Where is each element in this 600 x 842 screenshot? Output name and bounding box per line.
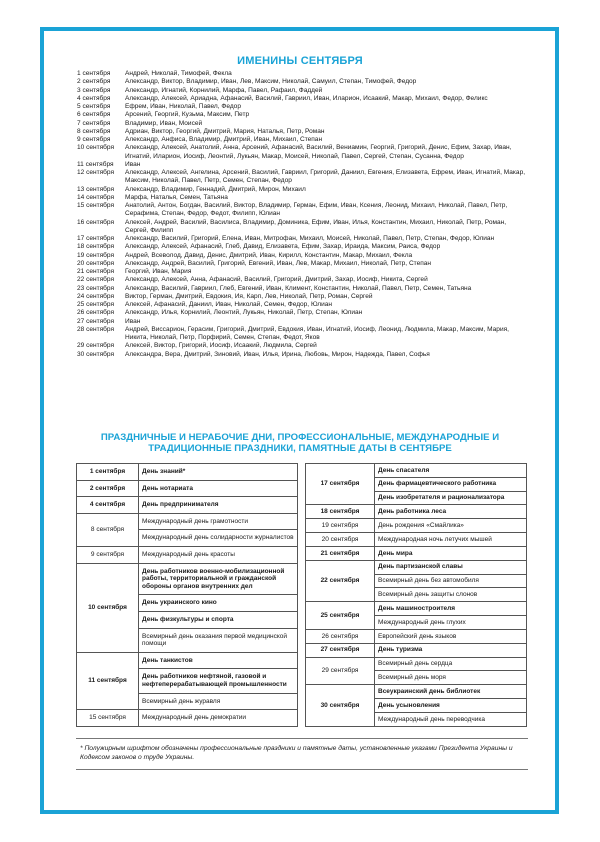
name-day-date: 13 сентября bbox=[77, 185, 115, 193]
name-days-list bbox=[77, 70, 527, 359]
holiday-date: 21 сентября bbox=[306, 546, 375, 560]
name-day-names: Александр, Владимир, Геннадий, Дмитрий, Мирон, Михаил bbox=[125, 185, 306, 193]
holiday-event: Международная ночь летучих мышей bbox=[375, 533, 527, 547]
holiday-event: День изобретателя и рационализатора bbox=[375, 491, 527, 505]
holiday-row bbox=[306, 533, 527, 547]
holiday-row bbox=[77, 563, 298, 595]
name-day-row bbox=[77, 276, 527, 284]
name-day-row bbox=[77, 235, 527, 243]
holiday-event: День мира bbox=[375, 546, 527, 560]
name-day-row bbox=[77, 87, 527, 95]
name-day-row bbox=[77, 243, 527, 251]
name-day-row bbox=[77, 95, 527, 103]
holiday-row bbox=[306, 657, 527, 671]
name-day-names: Александр, Алексей, Анатолий, Анна, Арсений, Афанасий, Василий, Вениамин, Георгий, Григорий, Денис, Ефим, Захар, Иван, Игнатий, Иларион, Иосиф, Леонтий, Лукьян, Макар, Моисей, Николай, Павел, Сергей, Степан, Сусанна, Федор bbox=[125, 144, 512, 160]
name-day-row bbox=[77, 268, 527, 276]
holiday-event: Всемирный день журавля bbox=[139, 693, 298, 710]
name-day-row bbox=[77, 301, 527, 309]
name-day-date: 12 сентября bbox=[77, 169, 115, 176]
name-day-date: 27 сентября bbox=[77, 317, 115, 325]
holiday-event: День туризма bbox=[375, 643, 527, 657]
name-day-names: Арсений, Георгий, Кузьма, Максим, Петр bbox=[125, 111, 250, 119]
name-day-date: 8 сентября bbox=[77, 127, 111, 135]
holiday-row bbox=[77, 652, 298, 669]
name-day-date: 11 сентября bbox=[77, 160, 114, 168]
holiday-row bbox=[77, 497, 298, 514]
name-day-row bbox=[77, 136, 527, 144]
name-day-row bbox=[77, 128, 527, 136]
holiday-row bbox=[306, 519, 527, 533]
holiday-date: 26 сентября bbox=[306, 629, 375, 643]
name-day-date: 16 сентября bbox=[77, 218, 115, 226]
name-day-names: Виктор, Герман, Дмитрий, Евдокия, Ия, Карп, Лев, Николай, Петр, Роман, Сергей bbox=[125, 292, 373, 300]
name-day-names: Александра, Вера, Дмитрий, Зиновий, Иван, Илья, Ирина, Любовь, Мирон, Надежда, Павел, Софья bbox=[125, 350, 430, 358]
holiday-event: День нотариата bbox=[139, 480, 298, 497]
name-day-date: 20 сентября bbox=[77, 259, 115, 267]
holiday-event: День работников военно-мобилизационной работы, территориальной и гражданской обороны органов внутренних дел bbox=[139, 563, 298, 595]
name-day-names: Алексей, Афанасий, Даниил, Иван, Николай, Семен, Федор, Юлиан bbox=[125, 301, 333, 308]
holiday-row bbox=[306, 464, 527, 478]
name-day-date: 26 сентября bbox=[77, 309, 115, 317]
name-day-names: Анатолий, Антон, Богдан, Василий, Виктор, Владимир, Герман, Ефим, Иван, Ксения, Леонид, Михаил, Николай, Павел, Петр, Серафима, Степан, Федор, Федот, Филипп, Юлиан bbox=[125, 202, 508, 218]
footnote: * Полужирным шрифтом обозначены профессиональные праздники и памятные даты, установленные указами Президента Украины и Кодексом законов о труде Украины. bbox=[80, 745, 513, 761]
holiday-row bbox=[77, 547, 298, 564]
name-day-row bbox=[77, 78, 527, 86]
holiday-event: Всемирный день защиты слонов bbox=[375, 588, 527, 602]
holiday-date: 25 сентября bbox=[306, 602, 375, 630]
name-day-date: 6 сентября bbox=[77, 111, 111, 119]
name-day-names: Владимир, Иван, Моисей bbox=[125, 119, 203, 127]
name-day-row bbox=[77, 342, 527, 350]
name-day-names: Александр, Анфиса, Владимир, Дмитрий, Иван, Михаил, Степан bbox=[125, 136, 323, 143]
holiday-date: 20 сентября bbox=[306, 533, 375, 547]
name-day-date: 3 сентября bbox=[77, 86, 111, 94]
holiday-event: День работников нефтяной, газовой и нефтеперерабатывающей промышленности bbox=[139, 669, 298, 693]
footnote-divider-bottom bbox=[76, 769, 528, 770]
name-day-row bbox=[77, 309, 527, 317]
name-day-row bbox=[77, 326, 527, 343]
holiday-event: Всемирный день оказания первой медицинской помощи bbox=[139, 628, 298, 652]
name-day-date: 24 сентября bbox=[77, 292, 115, 300]
holiday-date: 27 сентября bbox=[306, 643, 375, 657]
holidays-table-right bbox=[305, 463, 527, 727]
name-day-date: 7 сентября bbox=[77, 119, 111, 127]
name-day-date: 25 сентября bbox=[77, 301, 115, 308]
holiday-event: День предпринимателя bbox=[139, 497, 298, 514]
footnote-divider-top bbox=[76, 738, 528, 739]
holiday-event: День усыновления bbox=[375, 699, 527, 713]
holiday-date: 30 сентября bbox=[306, 685, 375, 726]
name-day-date: 1 сентября bbox=[77, 70, 111, 77]
name-day-row bbox=[77, 120, 527, 128]
name-day-names: Александр, Алексей, Анна, Афанасий, Василий, Григорий, Дмитрий, Захар, Иосиф, Никита, Сергей bbox=[125, 276, 428, 284]
holiday-date: 4 сентября bbox=[77, 497, 139, 514]
name-day-date: 2 сентября bbox=[77, 78, 111, 86]
holiday-event: Международный день демократии bbox=[139, 710, 298, 727]
holiday-event: День фармацевтического работника bbox=[375, 477, 527, 491]
name-day-names: Алексей, Виктор, Григорий, Иосиф, Исаакий, Людмила, Сергей bbox=[125, 342, 317, 350]
holiday-event: Всемирный день сердца bbox=[375, 657, 527, 671]
holiday-date: 9 сентября bbox=[77, 547, 139, 564]
holidays-title: ПРАЗДНИЧНЫЕ И НЕРАБОЧИЕ ДНИ, ПРОФЕССИОНАЛЬНЫЕ, МЕЖДУНАРОДНЫЕ И ТРАДИЦИОННЫЕ ПРАЗДНИКИ, ПАМЯТНЫЕ ДАТЫ В СЕНТЯБРЕ bbox=[100, 432, 500, 454]
holiday-event: День рождения «Смайлика» bbox=[375, 519, 527, 533]
holiday-event: Всемирный день без автомобиля bbox=[375, 574, 527, 588]
holiday-row bbox=[77, 710, 298, 727]
name-day-names: Адриан, Виктор, Георгий, Дмитрий, Мария, Наталья, Петр, Роман bbox=[125, 127, 325, 135]
name-day-date: 23 сентября bbox=[77, 284, 115, 292]
name-day-date: 19 сентября bbox=[77, 251, 115, 259]
name-day-date: 18 сентября bbox=[77, 243, 115, 251]
name-day-date: 14 сентября bbox=[77, 193, 115, 201]
name-day-row bbox=[77, 186, 527, 194]
name-day-names: Ефрем, Иван, Николай, Павел, Федор bbox=[125, 103, 241, 110]
name-day-date: 30 сентября bbox=[77, 350, 115, 358]
name-day-row bbox=[77, 103, 527, 111]
name-day-date: 10 сентября bbox=[77, 144, 115, 152]
name-day-date: 5 сентября bbox=[77, 103, 111, 110]
name-day-row bbox=[77, 202, 527, 219]
holiday-event: День физкультуры и спорта bbox=[139, 612, 298, 629]
holiday-date: 22 сентября bbox=[306, 560, 375, 601]
name-day-row bbox=[77, 318, 527, 326]
holiday-row bbox=[77, 480, 298, 497]
name-day-names: Андрей, Всеволод, Давид, Денис, Дмитрий, Иван, Кирилл, Константин, Макар, Михаил, Фекла bbox=[125, 251, 413, 259]
name-day-row bbox=[77, 219, 527, 236]
name-day-names: Александр, Василий, Григорий, Елена, Иван, Митрофан, Михаил, Моисей, Николай, Павел, Петр, Степан, Федор, Юлиан bbox=[125, 235, 495, 242]
holiday-date: 17 сентября bbox=[306, 464, 375, 505]
holiday-row bbox=[306, 546, 527, 560]
holiday-event: Всеукраинский день библиотек bbox=[375, 685, 527, 699]
holiday-row bbox=[306, 629, 527, 643]
holiday-event: День знаний* bbox=[139, 464, 298, 481]
name-day-row bbox=[77, 169, 527, 186]
name-day-date: 29 сентября bbox=[77, 342, 115, 350]
holiday-event: День украинского кино bbox=[139, 595, 298, 612]
name-day-names: Георгий, Иван, Мария bbox=[125, 268, 192, 275]
holiday-event: День спасателя bbox=[375, 464, 527, 478]
holiday-row bbox=[306, 505, 527, 519]
name-day-date: 22 сентября bbox=[77, 276, 115, 284]
name-day-names: Иван bbox=[125, 160, 141, 168]
name-day-names: Андрей, Николай, Тимофей, Фекла bbox=[125, 70, 232, 77]
name-day-names: Андрей, Виссарион, Герасим, Григорий, Дмитрий, Евдокия, Иван, Игнатий, Иосиф, Леонид, Людмила, Макар, Максим, Мария, Никита, Николай, Петр, Порфирий, Семен, Степан, Федот, Яков bbox=[125, 325, 509, 341]
name-day-date: 28 сентября bbox=[77, 325, 115, 333]
name-day-date: 15 сентября bbox=[77, 202, 115, 209]
name-day-names: Алексей, Андрей, Василий, Василиса, Владимир, Доминика, Ефим, Иван, Илья, Константин, Михаил, Николай, Петр, Роман, Сергей, Филипп bbox=[125, 218, 507, 234]
holiday-row bbox=[306, 560, 527, 574]
name-day-names: Александр, Игнатий, Корнилий, Марфа, Павел, Рафаил, Фаддей bbox=[125, 86, 323, 94]
holiday-event: Международный день красоты bbox=[139, 547, 298, 564]
name-day-row bbox=[77, 144, 527, 161]
name-day-names: Александр, Василий, Гавриил, Глеб, Евгений, Иван, Климент, Константин, Николай, Павел, Петр, Семен, Татьяна bbox=[125, 284, 472, 292]
holiday-date: 15 сентября bbox=[77, 710, 139, 727]
name-day-row bbox=[77, 111, 527, 119]
holiday-event: День работника леса bbox=[375, 505, 527, 519]
name-day-names: Александр, Алексей, Ангелина, Арсений, Василий, Гавриил, Григорий, Даниил, Евгения, Елизавета, Ефрем, Иван, Игнатий, Макар, Максим, Николай, Павел, Петр, Семен, Степан, Федор bbox=[125, 169, 526, 185]
name-day-names: Александр, Алексей, Ариадна, Афанасий, Василий, Гавриил, Иван, Иларион, Исаакий, Макар, Михаил, Федор, Феликс bbox=[125, 94, 488, 102]
holiday-date: 11 сентября bbox=[77, 652, 139, 709]
name-day-date: 4 сентября bbox=[77, 94, 111, 102]
holiday-event: Международный день грамотности bbox=[139, 513, 298, 530]
holiday-event: Всемирный день моря bbox=[375, 671, 527, 685]
holiday-date: 10 сентября bbox=[77, 563, 139, 652]
name-day-date: 17 сентября bbox=[77, 235, 115, 242]
name-day-row bbox=[77, 161, 527, 169]
name-day-names: Марфа, Наталья, Семен, Татьяна bbox=[125, 193, 228, 201]
holiday-event: Международный день солидарности журналистов bbox=[139, 530, 298, 547]
name-day-date: 21 сентября bbox=[77, 268, 115, 275]
holiday-date: 8 сентября bbox=[77, 513, 139, 546]
name-days-title: ИМЕНИНЫ СЕНТЯБРЯ bbox=[237, 55, 363, 67]
holiday-date: 29 сентября bbox=[306, 657, 375, 685]
holiday-row bbox=[306, 643, 527, 657]
name-day-row bbox=[77, 351, 527, 359]
name-day-names: Иван bbox=[125, 317, 141, 325]
holiday-date: 19 сентября bbox=[306, 519, 375, 533]
holiday-event: День машиностроителя bbox=[375, 602, 527, 616]
name-day-row bbox=[77, 293, 527, 301]
holiday-date: 2 сентября bbox=[77, 480, 139, 497]
name-day-date: 9 сентября bbox=[77, 136, 111, 143]
name-day-row bbox=[77, 252, 527, 260]
holiday-event: День партизанской славы bbox=[375, 560, 527, 574]
holidays-table-left bbox=[76, 463, 298, 727]
holiday-event: Международный день переводчика bbox=[375, 712, 527, 726]
holiday-event: Европейский день языков bbox=[375, 629, 527, 643]
holiday-row bbox=[306, 685, 527, 699]
name-day-row bbox=[77, 194, 527, 202]
name-day-row bbox=[77, 260, 527, 268]
holiday-row bbox=[77, 513, 298, 530]
holiday-date: 18 сентября bbox=[306, 505, 375, 519]
holiday-row bbox=[77, 464, 298, 481]
holiday-event: Международный день глухих bbox=[375, 616, 527, 630]
name-day-names: Александр, Алексей, Афанасий, Глеб, Давид, Елизавета, Ефим, Захар, Ираида, Максим, Раиса, Федор bbox=[125, 243, 441, 251]
holiday-row bbox=[306, 602, 527, 616]
name-day-names: Александр, Виктор, Владимир, Иван, Лев, Максим, Николай, Самуил, Степан, Тимофей, Федор bbox=[125, 78, 417, 86]
holiday-event: День танкистов bbox=[139, 652, 298, 669]
name-day-names: Александр, Андрей, Василий, Григорий, Евгений, Иван, Лев, Макар, Михаил, Николай, Петр, Степан bbox=[125, 259, 432, 267]
name-day-row bbox=[77, 70, 527, 78]
name-day-names: Александр, Илья, Корнилий, Леонтий, Лукьян, Николай, Петр, Степан, Юлиан bbox=[125, 309, 363, 317]
name-day-row bbox=[77, 285, 527, 293]
holiday-date: 1 сентября bbox=[77, 464, 139, 481]
